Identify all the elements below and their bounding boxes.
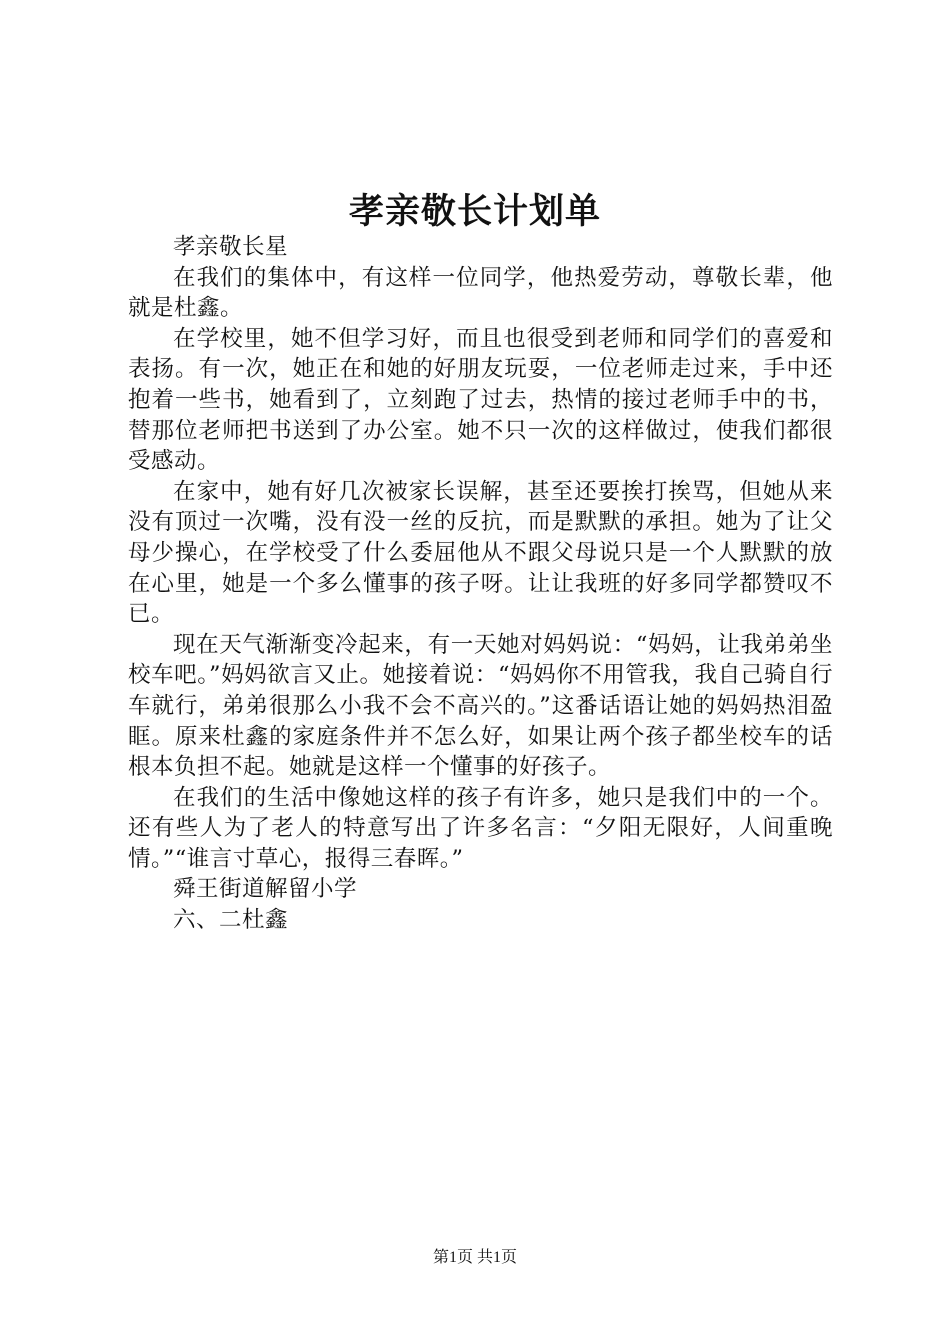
paragraph: 在我们的集体中，有这样一位同学，他热爱劳动，尊敬长辈，他就是杜鑫。	[128, 264, 833, 322]
document-body	[128, 232, 833, 936]
paragraph: 在家中，她有好几次被家长误解，甚至还要挨打挨骂，但她从来没有顶过一次嘴，没有没一丝的反抗，而是默默的承担。她为了让父母少操心，在学校受了什么委屈他从不跟父母说只是一个人默默的放在心里，她是一个多么懂事的孩子呀。让让我班的好多同学都赞叹不已。	[128, 478, 833, 628]
paragraph: 在学校里，她不但学习好，而且也很受到老师和同学们的喜爱和表扬。有一次，她正在和她的好朋友玩耍，一位老师走过来，手中还抱着一些书，她看到了，立刻跑了过去，热情的接过老师手中的书，替那位老师把书送到了办公室。她不只一次的这样做过，使我们都很受感动。	[128, 325, 833, 475]
paragraph: 在我们的生活中像她这样的孩子有许多，她只是我们中的一个。还有些人为了老人的特意写出了许多名言：“夕阳无限好，人间重晚情。”“谁言寸草心，报得三春晖。”	[128, 784, 833, 872]
signature-school: 舜王街道解留小学	[173, 876, 358, 903]
paragraph: 现在天气渐渐变冷起来，有一天她对妈妈说：“妈妈，让我弟弟坐校车吧。”妈妈欲言又止。她接着说：“妈妈你不用管我，我自己骑自行车就行，弟弟很那么小我不会不高兴的。”这番话语让她的妈妈热泪盈眶。原来杜鑫的家庭条件并不怎么好，如果让两个孩子都坐校车的话根本负担不起。她就是这样一个懂事的好孩子。	[128, 631, 833, 781]
signature-author: 六、二杜鑫	[173, 907, 289, 934]
page-footer: 第1页 共1页	[432, 1249, 517, 1266]
document-title: 孝亲敬长计划单	[348, 191, 601, 232]
paragraph-heading: 孝亲敬长星	[173, 234, 289, 260]
